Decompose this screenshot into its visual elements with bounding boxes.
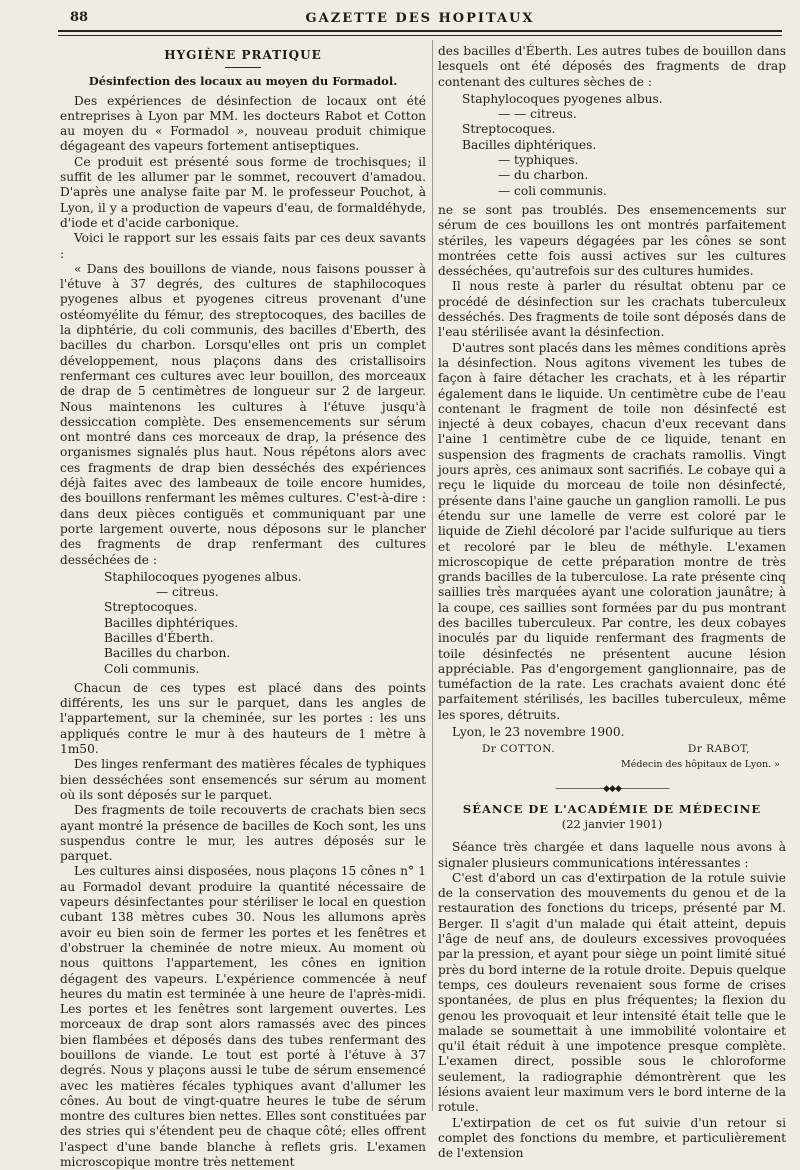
list-item: Streptocoques. bbox=[462, 122, 556, 137]
paragraph: L'extirpation de cet os fut suivie d'un retour si complet des fonctions du membre, et particulièrement de l'extension bbox=[438, 1115, 786, 1161]
paragraph: ne se sont pas troublés. Des ensemencements sur sérum de ces bouillons les ont montrés parfaitement stériles, les vapeurs dégagées par les cônes se sont montrées cette fois aussi actives sur les cultures desséchées, qu'autrefois sur des cultures humides. bbox=[438, 202, 786, 279]
list-item: Bacilles du charbon. bbox=[104, 646, 231, 661]
ornament-divider: ——————◆◆◆—————— bbox=[555, 784, 669, 795]
date-line: Lyon, le 23 novembre 1900. bbox=[452, 725, 625, 740]
journal-title: GAZETTE DES HOPITAUX bbox=[305, 11, 535, 26]
signature-note: Médecin des hôpitaux de Lyon. » bbox=[620, 759, 780, 771]
page-header bbox=[58, 6, 782, 32]
list-item: Streptocoques. bbox=[104, 600, 198, 615]
column-divider bbox=[432, 40, 433, 1111]
list-item: Bacilles diphtériques. bbox=[462, 137, 597, 152]
list-item: — du charbon. bbox=[498, 168, 589, 183]
list-item: — — citreus. bbox=[498, 107, 577, 122]
culture-list bbox=[60, 570, 426, 677]
paragraph: « Dans des bouillons de viande, nous faisons pousser à l'étuve à 37 degrés, des cultures de staphilocoques pyogenes albus et pyogenes citreus provenant d'une ostéomyélite du fémur, des streptocoques, des bacilles de la diphtérie, du coli communis, des bacilles d'Eberth, des bacilles du charbon. Lorsqu'elles ont pris un complet développement, nous plaçons dans des cristallisoirs renfermant ces cultures avec leur bouillon, des morceaux de drap de 5 centimètres de longueur sur 2 de largeur. Nous maintenons les cultures à l'étuve jusqu'à dessiccation complète. Des ensemencements sur sérum ont montré dans ces morceaux de drap, la présence des organismes signalés plus haut. Nous répétons alors avec ces fragments de drap bien desséchés des expériences déjà faites avec des lambeaux de toile encore humides, des bouillons renfermant les mêmes cultures. C'est-à-dire : dans deux pièces contiguës et communiquant par une porte largement ouverte, nous déposons sur le plancher des fragments de drap renfermant des cultures desséchées de : bbox=[60, 261, 426, 567]
left-column bbox=[60, 44, 426, 1170]
paragraph: D'autres sont placés dans les mêmes conditions après la désinfection. Nous agitons vivement les tubes de façon à faire détacher les crachats, et à les répartir également dans le liquide. Un centimètre cube de l'eau contenant le fragment de toile non désinfecté est injecté à deux cobayes, chacun d'eux recevant dans l'aine 1 centimètre cube de ce liquide, tenant en suspension des fragments de crachats ramollis. Vingt jours après, ces animaux sont sacrifiés. Le cobaye qui a reçu le liquide du morceau de toile non désinfecté, présente dans l'aine gauche un ganglion ramolli. Le pus étendu sur une lamelle de verre est coloré par le liquide de Ziehl décoloré par l'acide sulfurique au tiers et recoloré par le bleu de méthyle. L'examen microscopique de cette préparation montre de très grands bacilles de la tuberculose. La rate présente cinq saillies très marquées ayant une coloration jaunâtre; à la coupe, ces saillies sont formées par du pus montrant des bacilles tuberculeux. Par contre, les deux cobayes inoculés par du liquide renfermant des fragments de toile désinfectés ne présentent aucune lésion appréciable. Pas d'engorgement ganglionnaire, pas de tuméfaction de la rate. Les crachats avaient donc été parfaitement stérilisés, les bacilles tuberculeux, même les spores, détruits. bbox=[438, 340, 786, 722]
list-item: Staphylocoques pyogenes albus. bbox=[462, 91, 663, 106]
header-rule-thin bbox=[58, 35, 782, 36]
seance-title: SÉANCE DE L'ACADÉMIE DE MÉDECINE bbox=[462, 801, 762, 816]
paragraph: Chacun de ces types est placé dans des points différents, les uns sur le parquet, dans les angles de l'appartement, sur la cheminée, sur les portes : les uns appliqués contre le mur à des hauteurs de 1 mètre à 1m50. bbox=[60, 680, 426, 757]
paragraph: Ce produit est présenté sous forme de trochisques; il suffit de les allumer par le sommet, recouvert d'amadou. D'après une analyse faite par M. le professeur Pouchot, à Lyon, il y a production de vapeurs d'eau, de formaldéhyde, d'iode et d'acide carbonique. bbox=[60, 154, 426, 230]
paragraph: Séance très chargée et dans laquelle nous avons à signaler plusieurs communications intéressantes : bbox=[438, 840, 786, 870]
signature-cotton: Dr COTTON. bbox=[482, 743, 556, 756]
list-item: Coli communis. bbox=[104, 661, 200, 676]
paragraph: Des expériences de désinfection de locaux ont été entreprises à Lyon par MM. les docteurs Rabot et Cotton au moyen du « Formadol », nouveau produit chimique dégageant des vapeurs fortement antiseptiques. bbox=[60, 93, 426, 154]
list-item: Bacilles diphtériques. bbox=[104, 615, 239, 630]
list-item: Bacilles d'Éberth. bbox=[104, 630, 214, 645]
paragraph: Il nous reste à parler du résultat obtenu par ce procédé de désinfection sur les crachats tuberculeux desséchés. Des fragments de toile sont déposés dans de l'eau stérilisée avant la désinfection. bbox=[438, 279, 786, 340]
culture-list bbox=[438, 92, 786, 199]
right-column bbox=[438, 44, 786, 1161]
list-item: Staphilocoques pyogenes albus. bbox=[104, 569, 302, 584]
list-item: — citreus. bbox=[156, 585, 219, 600]
signature-rabot: Dr RABOT, bbox=[687, 743, 750, 756]
paragraph: C'est d'abord un cas d'extirpation de la rotule suivie de la conservation des mouvements du genou et de la restauration des fonctions du triceps, présenté par M. Berger. Il s'agit d'un malade qui était atteint, depuis l'âge de neuf ans, de douleurs excessives provoquées par la pression, et ayant pour siège un point limité situé près du bord interne de la rotule droite. Depuis quelque temps, ces douleurs revenaient sous forme de crises spontanées, de plus en plus fréquentes; la flexion du genou les provoquait et leur intensité était telle que le malade se soumettait à une immobilité volontaire et qu'il était réduit à une impotence presque complète. L'examen direct, possible sous le chloroforme seulement, la radiographie démontrèrent que les lésions avaient leur maximum vers le bord interne de la rotule. bbox=[438, 870, 786, 1115]
page-number: 88 bbox=[70, 10, 89, 25]
paragraph: Des linges renfermant des matières fécales de typhiques bien desséchées sont ensemencés sur sérum au moment où ils sont déposés sur le parquet. bbox=[60, 757, 426, 802]
paragraph: Les cultures ainsi disposées, nous plaçons 15 cônes n° 1 au Formadol devant produire la quantité nécessaire de vapeurs désinfectantes pour stériliser le local en question cubant 138 mètres cubes 30. Nous les allumons après avoir eu bien soin de fermer les portes et les fenêtres et d'obstruer la cheminée de notre mieux. Au moment où nous quittons l'appartement, les cônes en ignition dégagent des vapeurs. L'expérience commencée à neuf heures du matin est terminée à une heure de l'après-midi. Les portes et les fenêtres sont largement ouvertes. Les morceaux de drap sont alors ramassés avec des pinces bien flambées et déposés dans des tubes renfermant des bouillons de viande. Le tout est porté à l'étuve à 37 degrés. Nous y plaçons aussi le tube de sérum ensemencé avec les matières fécales typhiques avant d'allumer les cônes. Au bout de vingt-quatre heures le tube de sérum montre des cultures bien nettes. Elles sont constituées par des stries qui s'étendent peu de chaque côté; elles offrent l'aspect d'une bande blanche à reflets gris. L'examen microscopique montre très nettement bbox=[60, 864, 426, 1170]
header-rule bbox=[58, 30, 782, 32]
list-item: — coli communis. bbox=[498, 183, 607, 198]
article-title: Désinfection des locaux au moyen du Formadol. bbox=[88, 74, 398, 89]
paragraph: Des fragments de toile recouverts de crachats bien secs ayant montré la présence de bacilles de Koch sont, les uns suspendus contre le mur, les autres déposés sur le parquet. bbox=[60, 803, 426, 864]
title-rule bbox=[225, 67, 261, 68]
seance-date: (22 janvier 1901) bbox=[561, 816, 663, 831]
signatures bbox=[438, 742, 786, 776]
paragraph: des bacilles d'Éberth. Les autres tubes de bouillon dans lesquels ont été déposés des fragments de drap contenant des cultures sèches de : bbox=[438, 44, 786, 89]
section-title: HYGIÈNE PRATIQUE bbox=[164, 48, 322, 62]
list-item: — typhiques. bbox=[498, 153, 579, 168]
paragraph: Voici le rapport sur les essais faits par ces deux savants : bbox=[60, 231, 426, 261]
